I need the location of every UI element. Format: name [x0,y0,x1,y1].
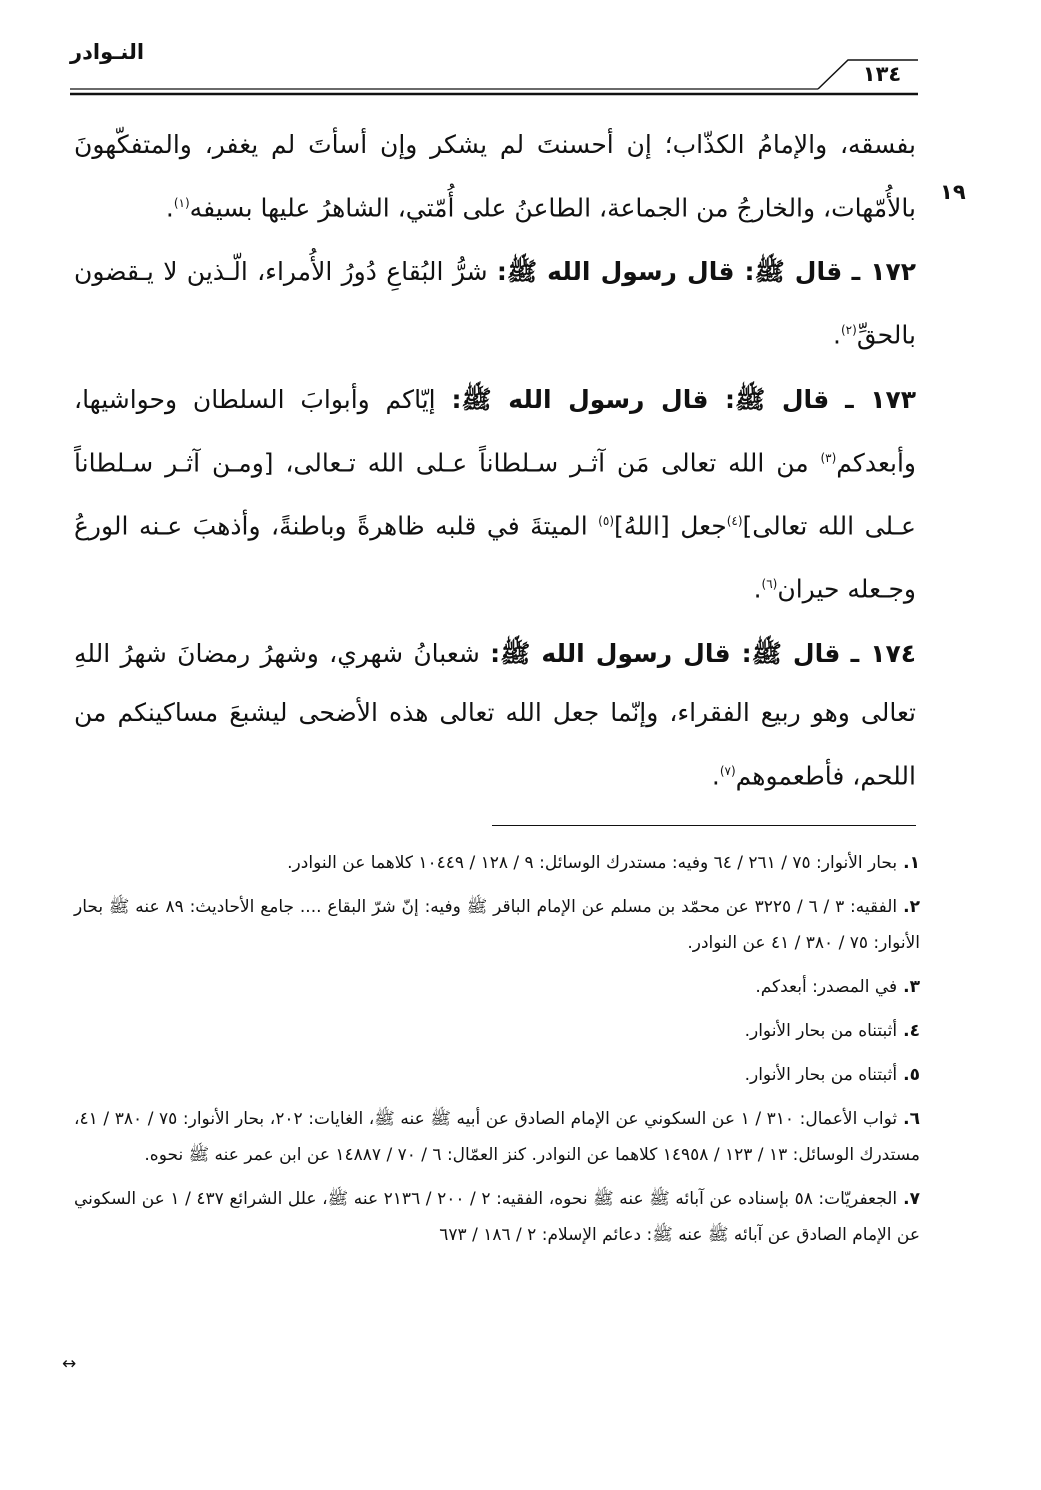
hadith-174 [74,624,916,805]
running-title: النـوادر [70,40,145,64]
hadith-attribution: قال ﷺ: قال رسول الله ﷺ: [490,638,841,668]
paragraph-text: إيّاكم وأبوابَ السلطان وحواشيها، وأبعدكم [74,384,916,477]
footnote-number: ٢. [903,897,920,917]
footnote-3 [74,969,920,1005]
footnote-ref[interactable]: (٧) [719,763,736,778]
footnote-7 [74,1181,920,1253]
footnote-text: الفقيه: ٣ / ٦ / ٣٢٢٥ عن محمّد بن مسلم عن الإمام الباقر ﷺ وفيه: إنّ شرّ البقاع .... جامع الأحاديث: ٨٩ عنه ﷺ بحار الأنوار: ٧٥ / ٣٨٠ / ٤١ عن النوادر. [74,897,920,953]
page-number: ١٣٤ [862,62,902,86]
footnote-ref[interactable]: (٢) [840,323,857,338]
hadith-173 [74,370,916,619]
hadith-172 [74,242,916,364]
footnote-1 [74,845,920,881]
footnote-ref[interactable]: (٣) [820,450,837,465]
footnote-number: ٦. [903,1109,920,1129]
paragraph-text: جعل [اللهُ] [614,511,727,541]
paragraph-end: . [833,320,841,350]
hadith-attribution: قال ﷺ: قال رسول الله ﷺ: [451,384,830,414]
paragraph-end: . [711,760,720,790]
footnote-number: ٣. [903,977,920,997]
main-text [74,115,916,805]
line-number: ١٩ [940,180,966,204]
footnote-text: ثواب الأعمال: ٣١٠ / ١ عن السكوني عن الإمام الصادق عن أبيه ﷺ عنه ﷺ، الغايات: ٢٠٢، بحار الأنوار: ٧٥ / ٣٨٠ / ٤١، مستدرك الوسائل: ١٣ / ١٢٣ / ١٤٩٥٨ كلاهما عن النوادر. كنز العمّال: ٦ / ٧٠ / ١٤٨٨٧ عن ابن عمر عنه ﷺ نحوه. [74,1109,920,1165]
footnote-4 [74,1013,920,1049]
footnote-text: في المصدر: أبعدكم. [755,977,898,997]
paragraph-text: شرُّ البُقاعِ دُورُ الأُمراء، الّـذين لا يـقضون بالحقِّ [74,257,916,350]
footnote-text: الجعفريّات: ٥٨ بإسناده عن آبائه ﷺ عنه ﷺ نحوه، الفقيه: ٢ / ٢٠٠ / ٢١٣٦ عنه ﷺ، علل الشرائع ٤٣٧ / ١ عن السكوني عن الإمام الصادق عن آبائه ﷺ عنه ﷺ: دعائم الإسلام: ٢ / ١٨٦ / ٦٧٣ [74,1189,920,1245]
continuation-mark: ↔ [62,1354,77,1374]
paragraph-end: . [165,193,174,223]
footnote-ref[interactable]: (٦) [761,577,778,592]
footnote-5 [74,1057,920,1093]
hadith-number: ١٧٣ ـ [845,384,917,414]
footnote-2 [74,889,920,961]
footnote-text: بحار الأنوار: ٧٥ / ٢٦١ / ٦٤ وفيه: مستدرك الوسائل: ٩ / ١٢٨ / ١٠٤٤٩ كلاهما عن النوادر. [287,853,898,873]
footnote-number: ٥. [903,1065,920,1085]
footnote-number: ٤. [903,1021,920,1041]
footnote-text: أثبتناه من بحار الأنوار. [744,1021,898,1041]
footnote-text: أثبتناه من بحار الأنوار. [744,1065,898,1085]
footnote-number: ١. [903,853,920,873]
paragraph-text: من الله تعالى مَن آثـر سـلطاناً عـلى الله تـعالى، [ومـن آثـر سـلطاناً عـلى الله تعالى] [74,447,916,541]
footnote-6 [74,1101,920,1173]
hadith-number: ١٧٢ ـ [851,257,917,287]
paragraph-end: . [753,574,762,604]
hadith-attribution: قال ﷺ: قال رسول الله ﷺ: [496,257,843,287]
paragraph-continued [74,115,916,237]
footnote-ref[interactable]: (١) [173,196,190,210]
footnotes-list [74,845,920,1261]
paragraph-text: شعبانُ شهري، وشهرُ رمضانَ شهرُ اللهِ تعالى وهو ربيع الفقراء، وإنّما جعل الله تعالى هذه الأضحى ليشبعَ مساكينكم من اللحم، فأطعموهم [74,638,916,790]
hadith-number: ١٧٤ ـ [850,638,917,668]
footnote-separator [492,825,916,826]
footnote-ref[interactable]: (٥) [598,513,614,528]
paragraph-text: الميتةَ في قلبه ظاهرةً وباطنةً، وأذهبَ عـنه الورعُ وجـعله حيران [74,511,916,604]
paragraph-text: بفسقه، والإمامُ الكذّاب؛ إن أحسنتَ لم يشكر وإن أسأتَ لم يغفر، والمتفكّهونَ بالأُمّهات، والخارجُ من الجماعة، الطاعنُ على أُمّتي، الشاهرُ عليها بسيفه [74,130,916,223]
footnote-ref[interactable]: (٤) [726,513,743,528]
footnote-number: ٧. [903,1189,920,1209]
